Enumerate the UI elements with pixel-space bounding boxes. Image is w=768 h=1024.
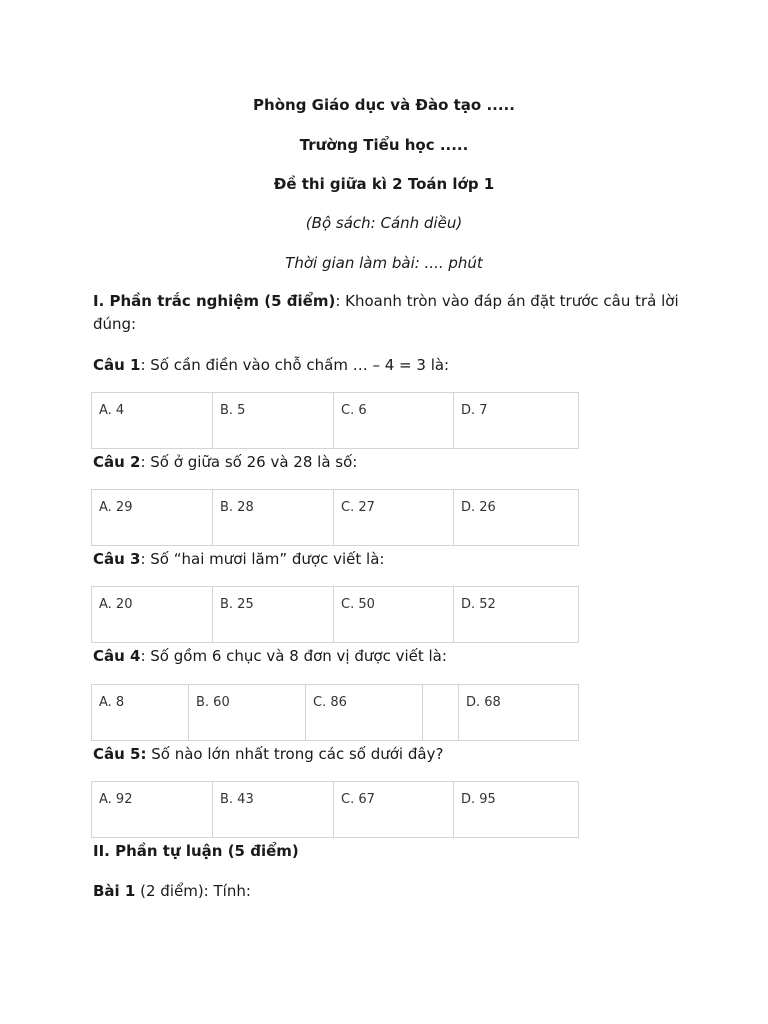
answer-option-b[interactable]: B. 43 (213, 782, 334, 838)
answer-option-d[interactable]: D. 68 (459, 685, 579, 741)
question-3 (93, 548, 693, 571)
answer-option-a[interactable]: A. 8 (92, 685, 189, 741)
part1-heading: I. Phần trắc nghiệm (5 điểm) (93, 292, 336, 310)
part1-instruction-text: : Khoanh tròn vào đáp án đặt trước câu trả lời đúng: (93, 292, 679, 333)
answer-option-c[interactable]: C. 67 (334, 782, 454, 838)
answer-option-a[interactable]: A. 4 (92, 393, 213, 449)
book-series: (Bộ sách: Cánh diều) (305, 214, 463, 232)
answer-option-d[interactable]: D. 7 (454, 393, 579, 449)
question-text: : Số gồm 6 chục và 8 đơn vị được viết là: (140, 647, 447, 665)
answer-option-c[interactable]: C. 86 (306, 685, 423, 741)
answer-option-c[interactable]: C. 50 (334, 587, 454, 643)
answer-table-4 (91, 684, 579, 741)
question-1 (93, 354, 693, 377)
question-label: Câu 5: (93, 745, 147, 763)
exam-title: Đề thi giữa kì 2 Toán lớp 1 (273, 175, 495, 193)
answer-option-d[interactable]: D. 95 (454, 782, 579, 838)
question-5 (93, 743, 693, 766)
answer-option-a[interactable]: A. 20 (92, 587, 213, 643)
time-allowed: Thời gian làm bài: .... phút (285, 254, 483, 272)
exercise-1 (93, 880, 693, 903)
answer-option-b[interactable]: B. 28 (213, 490, 334, 546)
answer-option-a[interactable]: A. 29 (92, 490, 213, 546)
question-2 (93, 451, 693, 474)
answer-table-5 (91, 781, 579, 838)
answer-option-d[interactable]: D. 52 (454, 587, 579, 643)
answer-table-3 (91, 586, 579, 643)
question-text: Số nào lớn nhất trong các số dưới đây? (146, 745, 444, 763)
question-text: : Số “hai mươi lăm” được viết là: (140, 550, 385, 568)
part2-heading: II. Phần tự luận (5 điểm) (93, 842, 299, 860)
question-label: Câu 2 (93, 453, 141, 471)
answer-option-b[interactable]: B. 5 (213, 393, 334, 449)
question-label: Câu 4 (93, 647, 141, 665)
answer-option-a[interactable]: A. 92 (92, 782, 213, 838)
department-line: Phòng Giáo dục và Đào tạo ..... (253, 96, 515, 114)
question-text: : Số cần điền vào chỗ chấm … – 4 = 3 là: (140, 356, 450, 374)
answer-table-1 (91, 392, 579, 449)
question-4 (93, 645, 693, 668)
answer-table-2 (91, 489, 579, 546)
part1-instruction (93, 290, 693, 336)
answer-option-b[interactable]: B. 60 (189, 685, 306, 741)
answer-option-c[interactable]: C. 6 (334, 393, 454, 449)
exercise-text: (2 điểm): Tính: (135, 882, 251, 900)
school-line: Trường Tiểu học ..... (299, 136, 469, 154)
question-text: : Số ở giữa số 26 và 28 là số: (140, 453, 358, 471)
answer-empty-cell (423, 685, 459, 741)
answer-option-d[interactable]: D. 26 (454, 490, 579, 546)
question-label: Câu 1 (93, 356, 141, 374)
question-label: Câu 3 (93, 550, 141, 568)
exercise-label: Bài 1 (93, 882, 136, 900)
answer-option-b[interactable]: B. 25 (213, 587, 334, 643)
answer-option-c[interactable]: C. 27 (334, 490, 454, 546)
